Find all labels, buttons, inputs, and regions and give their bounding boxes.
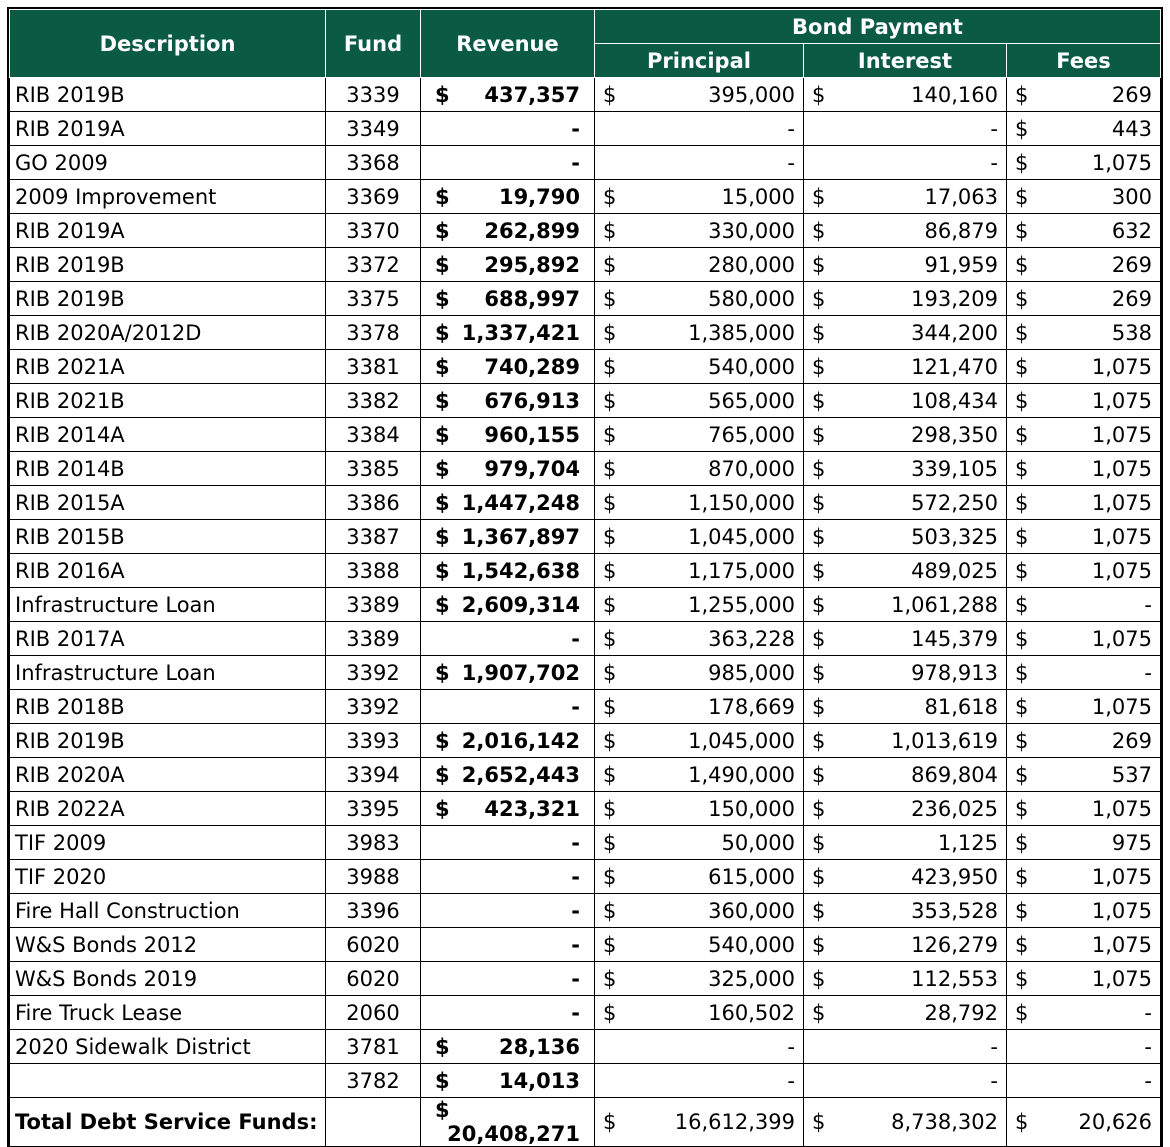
row-principal: $ 540,000 [595, 350, 804, 384]
row-fees: - [1007, 1064, 1161, 1098]
row-fees: - [1007, 1030, 1161, 1064]
row-interest: $ 423,950 [804, 860, 1007, 894]
row-description: RIB 2015A [10, 486, 326, 520]
row-fees: $ 1,075 [1007, 146, 1161, 180]
header-principal: Principal [595, 44, 804, 78]
total-fund [326, 1098, 421, 1147]
row-interest: $ 1,013,619 [804, 724, 1007, 758]
row-fees: $ 632 [1007, 214, 1161, 248]
row-principal: $ 363,228 [595, 622, 804, 656]
row-interest: $ 108,434 [804, 384, 1007, 418]
row-description: RIB 2014B [10, 452, 326, 486]
row-principal: $ 985,000 [595, 656, 804, 690]
table-row [10, 826, 1161, 860]
row-interest: $ 869,804 [804, 758, 1007, 792]
row-interest: $ 86,879 [804, 214, 1007, 248]
row-interest: $ 1,125 [804, 826, 1007, 860]
row-interest: $ 1,061,288 [804, 588, 1007, 622]
table-row [10, 78, 1161, 112]
row-description: RIB 2019B [10, 282, 326, 316]
row-description: 2020 Sidewalk District [10, 1030, 326, 1064]
row-fees: $ 1,075 [1007, 486, 1161, 520]
row-principal: $ 565,000 [595, 384, 804, 418]
total-principal: $ 16,612,399 [595, 1098, 804, 1147]
row-interest: $ 28,792 [804, 996, 1007, 1030]
row-revenue: $ 1,367,897 [421, 520, 595, 554]
row-revenue: - [421, 112, 595, 146]
table-row [10, 1064, 1161, 1098]
row-revenue: $ 676,913 [421, 384, 595, 418]
table-row [10, 350, 1161, 384]
row-fees: $ 1,075 [1007, 384, 1161, 418]
header-bond-payment: Bond Payment [595, 10, 1161, 44]
table-row [10, 214, 1161, 248]
row-revenue: $ 740,289 [421, 350, 595, 384]
row-interest: - [804, 112, 1007, 146]
table-row [10, 316, 1161, 350]
row-description: RIB 2021B [10, 384, 326, 418]
row-principal: $ 395,000 [595, 78, 804, 112]
row-description: RIB 2019A [10, 214, 326, 248]
row-description: TIF 2009 [10, 826, 326, 860]
row-principal: $ 330,000 [595, 214, 804, 248]
table-row [10, 724, 1161, 758]
row-fees: $ 300 [1007, 180, 1161, 214]
row-description: RIB 2020A [10, 758, 326, 792]
row-interest: $ 503,325 [804, 520, 1007, 554]
row-principal: $ 615,000 [595, 860, 804, 894]
row-revenue: $ 295,892 [421, 248, 595, 282]
row-revenue: - [421, 860, 595, 894]
row-fund: 3782 [326, 1064, 421, 1098]
row-revenue: $ 14,013 [421, 1064, 595, 1098]
row-interest: $ 112,553 [804, 962, 1007, 996]
row-principal: $ 1,045,000 [595, 724, 804, 758]
row-principal: $ 580,000 [595, 282, 804, 316]
row-fund: 3392 [326, 656, 421, 690]
row-revenue: - [421, 962, 595, 996]
row-fees: $ 1,075 [1007, 452, 1161, 486]
row-interest: $ 344,200 [804, 316, 1007, 350]
row-description: RIB 2014A [10, 418, 326, 452]
row-interest: $ 145,379 [804, 622, 1007, 656]
row-interest: $ 236,025 [804, 792, 1007, 826]
row-principal: $ 360,000 [595, 894, 804, 928]
row-fund: 3349 [326, 112, 421, 146]
table-row [10, 282, 1161, 316]
row-description: RIB 2019B [10, 78, 326, 112]
row-interest: - [804, 1030, 1007, 1064]
row-fees: $ 1,075 [1007, 418, 1161, 452]
row-description: Infrastructure Loan [10, 588, 326, 622]
row-fund: 3389 [326, 588, 421, 622]
table-row [10, 452, 1161, 486]
row-fund: 3378 [326, 316, 421, 350]
row-revenue: $ 1,337,421 [421, 316, 595, 350]
row-description: Fire Truck Lease [10, 996, 326, 1030]
table-row [10, 962, 1161, 996]
row-description: TIF 2020 [10, 860, 326, 894]
row-description: Fire Hall Construction [10, 894, 326, 928]
row-interest: $ 572,250 [804, 486, 1007, 520]
row-fund: 6020 [326, 928, 421, 962]
row-fees: $ 443 [1007, 112, 1161, 146]
row-principal: $ 178,669 [595, 690, 804, 724]
row-fund: 3375 [326, 282, 421, 316]
row-revenue: $ 1,447,248 [421, 486, 595, 520]
row-fund: 3395 [326, 792, 421, 826]
row-interest: $ 353,528 [804, 894, 1007, 928]
row-fund: 3381 [326, 350, 421, 384]
table-row [10, 520, 1161, 554]
row-principal: $ 1,150,000 [595, 486, 804, 520]
debt-service-table [9, 9, 1161, 1147]
table-row [10, 146, 1161, 180]
row-revenue: $ 2,016,142 [421, 724, 595, 758]
row-principal: $ 1,175,000 [595, 554, 804, 588]
row-revenue: $ 1,542,638 [421, 554, 595, 588]
row-principal: $ 765,000 [595, 418, 804, 452]
row-fees: $ - [1007, 588, 1161, 622]
row-description: RIB 2015B [10, 520, 326, 554]
row-description: RIB 2019B [10, 724, 326, 758]
row-description: RIB 2016A [10, 554, 326, 588]
row-principal: - [595, 112, 804, 146]
row-interest: $ 17,063 [804, 180, 1007, 214]
row-interest: - [804, 1064, 1007, 1098]
row-revenue: - [421, 894, 595, 928]
table-row [10, 996, 1161, 1030]
row-description: RIB 2019A [10, 112, 326, 146]
row-fund: 3394 [326, 758, 421, 792]
row-interest: - [804, 146, 1007, 180]
row-revenue: - [421, 826, 595, 860]
row-description: RIB 2020A/2012D [10, 316, 326, 350]
row-principal: $ 325,000 [595, 962, 804, 996]
row-description: RIB 2018B [10, 690, 326, 724]
table-row [10, 418, 1161, 452]
row-principal: $ 1,490,000 [595, 758, 804, 792]
row-description: RIB 2022A [10, 792, 326, 826]
row-principal: $ 150,000 [595, 792, 804, 826]
header-fund: Fund [326, 10, 421, 78]
row-fund: 3368 [326, 146, 421, 180]
row-interest: $ 489,025 [804, 554, 1007, 588]
row-principal: $ 15,000 [595, 180, 804, 214]
row-fund: 3385 [326, 452, 421, 486]
row-description: RIB 2021A [10, 350, 326, 384]
row-fees: $ 1,075 [1007, 520, 1161, 554]
row-fund: 3781 [326, 1030, 421, 1064]
row-fund: 3369 [326, 180, 421, 214]
row-revenue: $ 960,155 [421, 418, 595, 452]
row-revenue: $ 28,136 [421, 1030, 595, 1064]
row-interest: $ 81,618 [804, 690, 1007, 724]
row-interest: $ 126,279 [804, 928, 1007, 962]
header-description: Description [10, 10, 326, 78]
header-revenue: Revenue [421, 10, 595, 78]
row-principal: $ 1,385,000 [595, 316, 804, 350]
row-principal: $ 160,502 [595, 996, 804, 1030]
table-row [10, 758, 1161, 792]
row-principal: $ 1,045,000 [595, 520, 804, 554]
table-row [10, 622, 1161, 656]
row-fund: 6020 [326, 962, 421, 996]
row-description: RIB 2019B [10, 248, 326, 282]
row-fund: 3389 [326, 622, 421, 656]
row-revenue: - [421, 996, 595, 1030]
row-fund: 3384 [326, 418, 421, 452]
total-label: Total Debt Service Funds: [10, 1098, 326, 1147]
row-fund: 3392 [326, 690, 421, 724]
table-row [10, 928, 1161, 962]
row-fund: 3988 [326, 860, 421, 894]
row-revenue: $ 2,652,443 [421, 758, 595, 792]
row-fund: 3393 [326, 724, 421, 758]
row-revenue: $ 979,704 [421, 452, 595, 486]
row-interest: $ 978,913 [804, 656, 1007, 690]
row-fees: $ 537 [1007, 758, 1161, 792]
table-row [10, 180, 1161, 214]
row-revenue: $ 688,997 [421, 282, 595, 316]
row-fund: 3372 [326, 248, 421, 282]
row-interest: $ 339,105 [804, 452, 1007, 486]
row-description: 2009 Improvement [10, 180, 326, 214]
row-revenue: $ 19,790 [421, 180, 595, 214]
row-fund: 3387 [326, 520, 421, 554]
row-fees: $ 1,075 [1007, 350, 1161, 384]
row-fees: $ 1,075 [1007, 690, 1161, 724]
row-description: GO 2009 [10, 146, 326, 180]
row-revenue: $ 423,321 [421, 792, 595, 826]
total-fees: $ 20,626 [1007, 1098, 1161, 1147]
row-fees: $ 1,075 [1007, 928, 1161, 962]
row-fees: $ 1,075 [1007, 554, 1161, 588]
row-fund: 2060 [326, 996, 421, 1030]
row-interest: $ 121,470 [804, 350, 1007, 384]
row-interest: $ 193,209 [804, 282, 1007, 316]
row-revenue: - [421, 690, 595, 724]
row-description: W&S Bonds 2012 [10, 928, 326, 962]
row-principal: - [595, 1030, 804, 1064]
row-principal: - [595, 1064, 804, 1098]
header-fees: Fees [1007, 44, 1161, 78]
row-principal: $ 870,000 [595, 452, 804, 486]
total-row [10, 1098, 1161, 1147]
row-interest: $ 91,959 [804, 248, 1007, 282]
table-body [10, 78, 1161, 1098]
row-revenue: $ 437,357 [421, 78, 595, 112]
row-revenue: - [421, 622, 595, 656]
table-row [10, 486, 1161, 520]
row-revenue: - [421, 928, 595, 962]
row-description: W&S Bonds 2019 [10, 962, 326, 996]
row-interest: $ 298,350 [804, 418, 1007, 452]
row-principal: - [595, 146, 804, 180]
table-row [10, 384, 1161, 418]
row-principal: $ 1,255,000 [595, 588, 804, 622]
row-fees: $ 1,075 [1007, 962, 1161, 996]
row-revenue: $ 1,907,702 [421, 656, 595, 690]
row-fund: 3388 [326, 554, 421, 588]
row-fund: 3339 [326, 78, 421, 112]
row-fund: 3396 [326, 894, 421, 928]
table-row [10, 860, 1161, 894]
row-fund: 3370 [326, 214, 421, 248]
table-row [10, 588, 1161, 622]
row-fees: $ 269 [1007, 78, 1161, 112]
row-description [10, 1064, 326, 1098]
row-revenue: - [421, 146, 595, 180]
row-fund: 3382 [326, 384, 421, 418]
row-principal: $ 280,000 [595, 248, 804, 282]
total-revenue: $ 20,408,271 [421, 1098, 595, 1147]
table-row [10, 248, 1161, 282]
table-row [10, 690, 1161, 724]
row-fees: $ 269 [1007, 282, 1161, 316]
table-row [10, 554, 1161, 588]
row-description: RIB 2017A [10, 622, 326, 656]
row-fees: $ 1,075 [1007, 860, 1161, 894]
table-row [10, 112, 1161, 146]
table-row [10, 894, 1161, 928]
row-principal: $ 540,000 [595, 928, 804, 962]
row-fees: $ 1,075 [1007, 894, 1161, 928]
row-fees: $ 538 [1007, 316, 1161, 350]
row-fees: $ 269 [1007, 724, 1161, 758]
total-interest: $ 8,738,302 [804, 1098, 1007, 1147]
row-fees: $ 1,075 [1007, 622, 1161, 656]
row-description: Infrastructure Loan [10, 656, 326, 690]
table-row [10, 1030, 1161, 1064]
row-revenue: $ 2,609,314 [421, 588, 595, 622]
table-row [10, 792, 1161, 826]
row-principal: $ 50,000 [595, 826, 804, 860]
row-fees: $ 1,075 [1007, 792, 1161, 826]
row-interest: $ 140,160 [804, 78, 1007, 112]
row-fund: 3983 [326, 826, 421, 860]
row-fees: $ 975 [1007, 826, 1161, 860]
row-fees: $ - [1007, 996, 1161, 1030]
table-row [10, 656, 1161, 690]
header-interest: Interest [804, 44, 1007, 78]
row-revenue: $ 262,899 [421, 214, 595, 248]
row-fund: 3386 [326, 486, 421, 520]
row-fees: $ - [1007, 656, 1161, 690]
table-header [10, 10, 1161, 78]
row-fees: $ 269 [1007, 248, 1161, 282]
